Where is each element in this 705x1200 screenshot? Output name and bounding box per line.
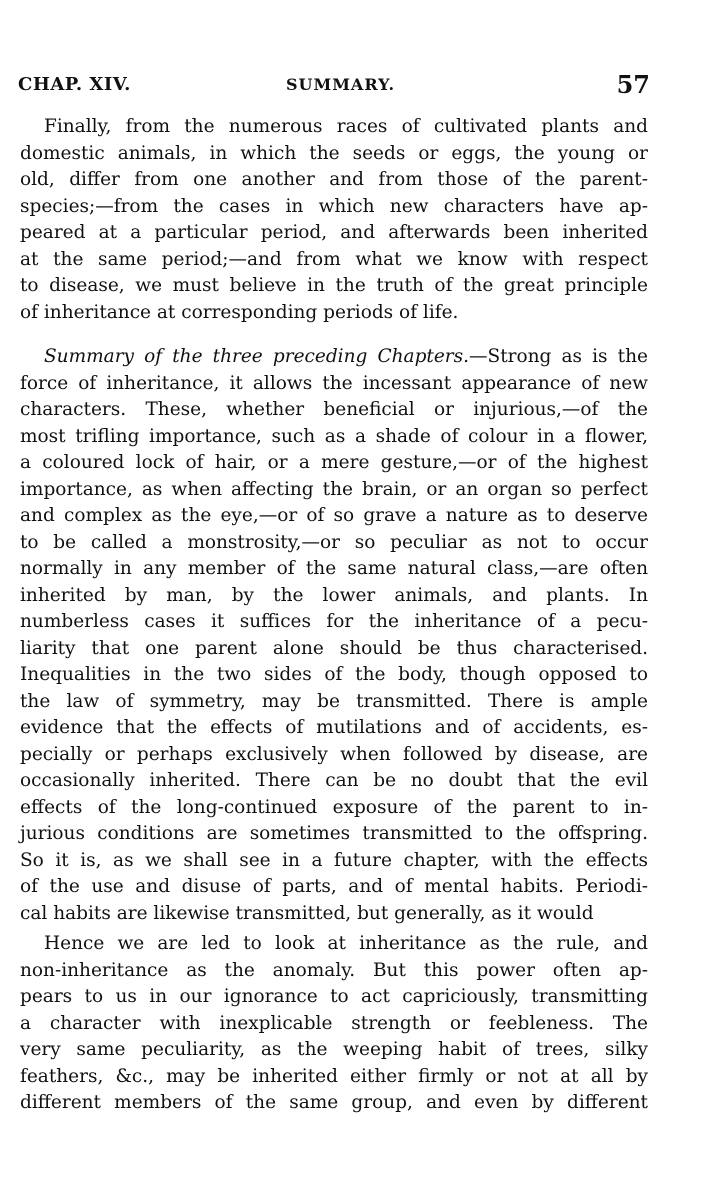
text-line: So it is, as we shall see in a future chapter, with the effects [20, 849, 648, 871]
text-line: characters. These, whether beneficial or injurious,—of the [20, 399, 648, 420]
summary-heading: Summary of the three preceding Chapters. [44, 346, 470, 367]
paragraph-hence [20, 931, 648, 1117]
body-text [20, 114, 648, 1117]
text-line: Hence we are led to look at inheritance as the rule, and [44, 933, 648, 954]
text-line: evidence that the effects of mutilations and of accidents, es- [20, 717, 648, 738]
text-line: to be called a monstrosity,—or so peculiar as not to occur [20, 531, 648, 553]
text-line: to disease, we must believe in the truth of the great principle [20, 275, 648, 296]
paragraph-summary [20, 344, 648, 927]
text-line: species;—from the cases in which new characters have ap- [20, 195, 648, 217]
text-line: effects of the long-continued exposure of the parent to in- [20, 796, 648, 818]
text-line: a coloured lock of hair, or a mere gesture,—or of the highest [20, 452, 648, 473]
text-line [20, 344, 648, 371]
text-line: importance, as when affecting the brain, or an organ so perfect [20, 478, 648, 500]
text-line: most trifling importance, such as a shade of colour in a flower, [20, 425, 648, 447]
text-line: peared at a particular period, and afterwards been inherited [20, 222, 648, 243]
text-line: at the same period;—and from what we know with respect [20, 248, 648, 270]
text-line: non-inheritance as the anomaly. But this power often ap- [20, 959, 648, 981]
running-title: SUMMARY. [286, 75, 396, 94]
text-line: feathers, &c., may be inherited either firmly or not at all by [20, 1065, 648, 1087]
text-line: old, differ from one another and from those of the parent- [20, 169, 648, 190]
chapter-label: CHAP. XIV. [18, 74, 131, 95]
text-line: inherited by man, by the lower animals, and plants. In [20, 584, 648, 606]
text-line: the law of symmetry, may be transmitted. There is ample [20, 690, 648, 712]
text-line: of inheritance at corresponding periods of life. [20, 301, 459, 323]
text-line: pears to us in our ignorance to act capriciously, transmitting [20, 986, 648, 1007]
text-line: cal habits are likewise transmitted, but generally, as it would [20, 902, 594, 924]
text-line: Finally, from the numerous races of cultivated plants and [44, 116, 648, 137]
text-line: liarity that one parent alone should be thus characterised. [20, 637, 648, 659]
summary-heading-rest: —Strong as is the [469, 346, 648, 367]
text-line: numberless cases it suffices for the inheritance of a pecu- [20, 611, 648, 632]
text-line: Inequalities in the two sides of the body, though opposed to [20, 664, 648, 685]
text-line: jurious conditions are sometimes transmitted to the offspring. [20, 823, 648, 844]
text-line: force of inheritance, it allows the incessant appearance of new [20, 372, 648, 394]
text-line: normally in any member of the same natural class,—are often [20, 558, 648, 579]
paragraph-finally [20, 114, 648, 326]
text-line: a character with inexplicable strength or feebleness. The [20, 1012, 648, 1034]
text-line: very same peculiarity, as the weeping habit of trees, silky [20, 1039, 648, 1060]
page-number: 57 [616, 70, 650, 99]
text-line: domestic animals, in which the seeds or eggs, the young or [20, 142, 648, 164]
text-line: and complex as the eye,—or of so grave a nature as to deserve [20, 505, 648, 526]
text-line: occasionally inherited. There can be no doubt that the evil [20, 770, 648, 791]
text-line: pecially or perhaps exclusively when followed by disease, are [20, 743, 648, 765]
text-line: of the use and disuse of parts, and of mental habits. Periodi- [20, 876, 648, 897]
running-head [18, 70, 650, 100]
text-line: different members of the same group, and even by different [20, 1092, 648, 1113]
